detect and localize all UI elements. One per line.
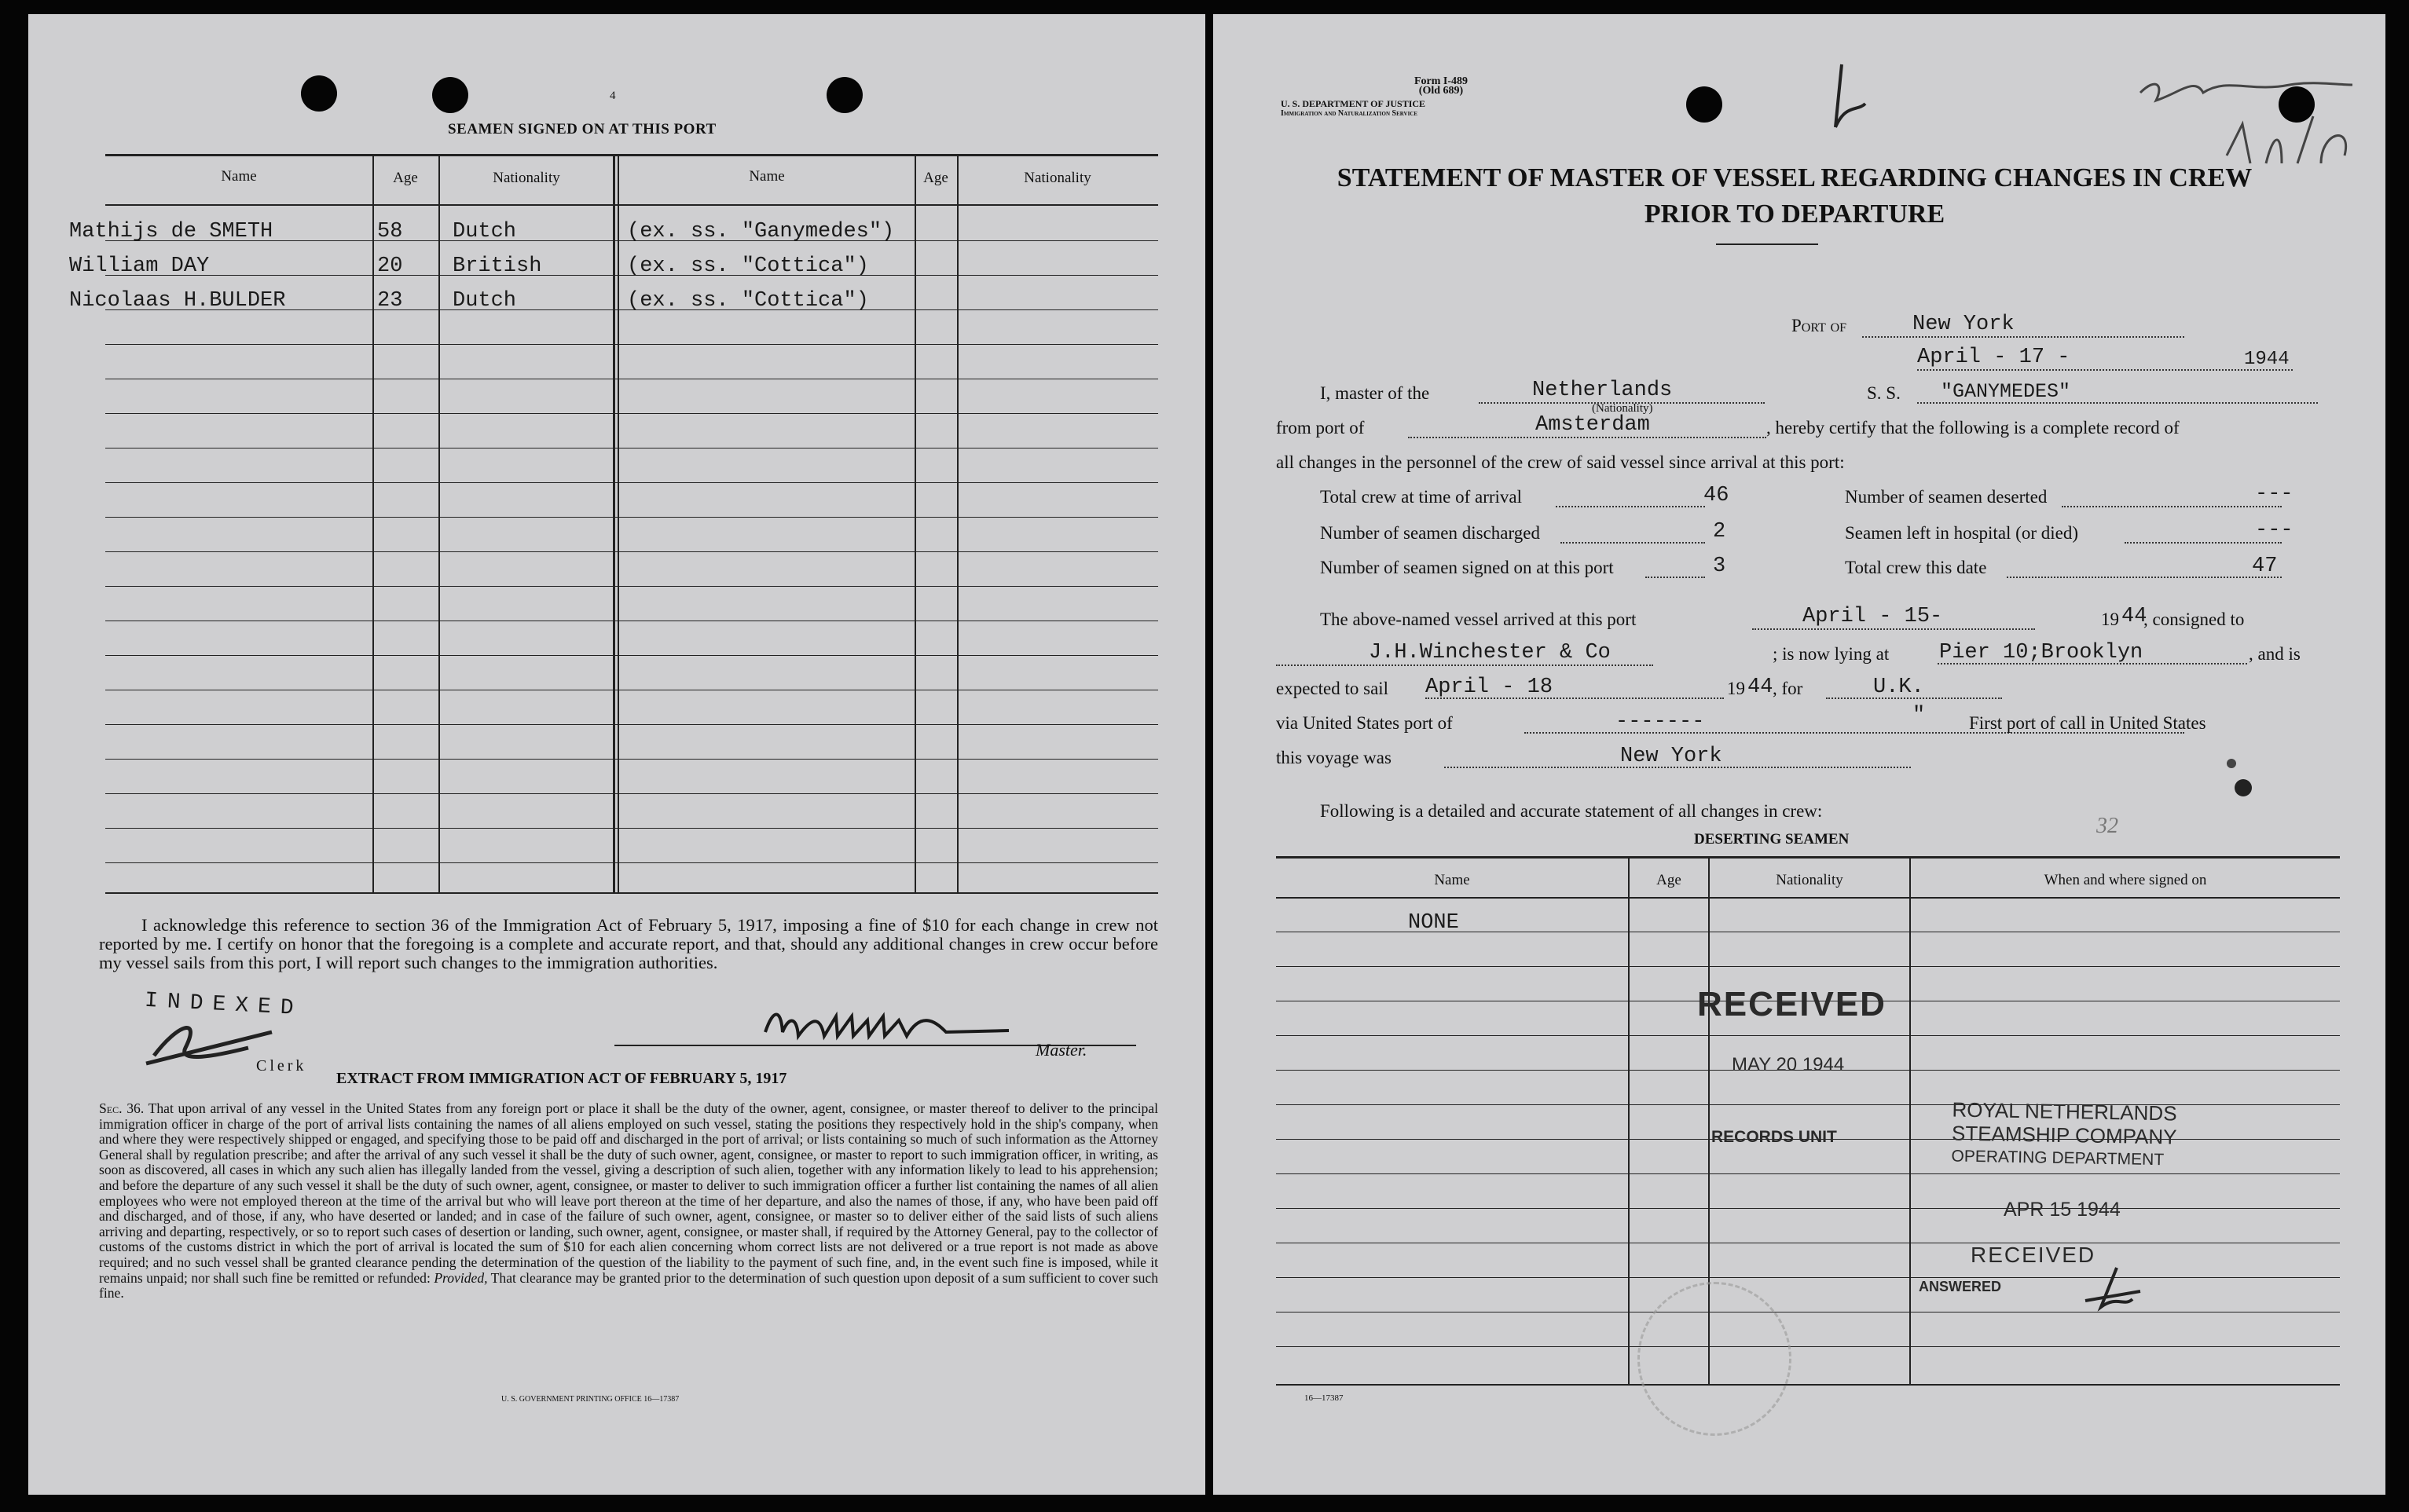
dot-leader bbox=[2007, 577, 2282, 578]
punch-hole bbox=[301, 75, 337, 112]
deserted-label: Number of seamen deserted bbox=[1845, 487, 2048, 507]
following-text: Following is a detailed and accurate statement of all changes in crew: bbox=[1320, 801, 1823, 821]
pencil-number: 32 bbox=[2096, 814, 2118, 838]
table-row-age: 58 bbox=[377, 220, 403, 243]
deserting-title: DESERTING SEAMEN bbox=[1694, 831, 1850, 848]
row-rule bbox=[1276, 1173, 2340, 1174]
dot-leader bbox=[1645, 577, 1705, 578]
master-signature bbox=[750, 1001, 1017, 1053]
law-provided: Provided, bbox=[434, 1269, 488, 1286]
nationality-caption: (Nationality) bbox=[1592, 402, 1653, 415]
col-header-when-where: When and where signed on bbox=[2044, 872, 2207, 888]
via-mark: " bbox=[1912, 704, 1926, 727]
total-arrival-label: Total crew at time of arrival bbox=[1320, 487, 1523, 507]
master-label: Master. bbox=[1036, 1040, 1087, 1060]
via-label: via United States port of bbox=[1276, 713, 1453, 733]
dept-label: U. S. DEPARTMENT OF JUSTICE bbox=[1281, 98, 1426, 109]
col-header-age-2: Age bbox=[923, 170, 948, 186]
changes-text: all changes in the personnel of the crew of said vessel since arrival at this port: bbox=[1276, 452, 1845, 472]
table-row-name: Mathijs de SMETH bbox=[69, 220, 273, 243]
received-stamp: RECEIVED bbox=[1697, 985, 1886, 1023]
rn-stamp-date: APR 15 1944 bbox=[2004, 1199, 2121, 1221]
punch-hole bbox=[827, 77, 863, 113]
handwritten-mark bbox=[1818, 57, 1873, 143]
col-header-nationality-2: Nationality bbox=[1024, 170, 1091, 186]
consignee-field bbox=[1276, 664, 1653, 666]
law-body: That upon arrival of any vessel in the United States from any foreign port or place it shall be the duty of the owner, agent, consignee, or master thereof to deliver to the principal immigration officer in charge of the port of arrival lists containing the names of all aliens employed on such vessel, stating the positions they respectively hold in the ship's company, when and where they were respectively shipped or engaged, and specifying those to be paid off and discharged in the port of arrival; or lists containing so much of such information as the Attorney General shall by regulation prescribe; and after the arrival of any such vessel it shall be the duty of such owner, agent, consignee, or master to report to such immigration officer, in writing, as soon as discovered, all cases in which any such alien has illegally landed from the vessel, giving a description of such alien, together with any information likely to lead to his apprehension; and before the departure of any such vessel it shall be the duty of such owner, agent, consignee, or master to deliver to such immigration officer a further list containing the names of all alien employees who were not employed thereon at the time of the arrival but who will leave port thereon at the time of her departure, and also the names of those, if any, who have been paid off and discharged, and of those, if any, who have deserted or landed; and in case of the failure of such owner, agent, consignee, or master so to deliver either of the said lists of such aliens arriving and departing, respectively, or so to report such cases of desertion or landing, such owner, agent, consignee, or master shall, if required by the Attorney General, pay to the collector of customs of the customs district in which the port of arrival is located the sum of $10 for each alien concerning whom correct lists are not delivered or a true report is not made as above required; and no such vessel shall be granted clearance pending the determination of the question of the liability to the payment of such fine, and, in the event such fine is imposed, while it remains unpaid; nor shall such fine be remitted or refunded: bbox=[99, 1100, 1158, 1286]
col-header-age: Age bbox=[1656, 872, 1681, 888]
year-prefix: 19 bbox=[1727, 679, 1745, 698]
consignee-value: J.H.Winchester & Co bbox=[1369, 641, 1611, 664]
col-header-age: Age bbox=[393, 170, 418, 186]
rn-stamp-line3: OPERATING DEPARTMENT bbox=[1951, 1147, 2165, 1170]
row-rule bbox=[105, 551, 1158, 552]
row-rule bbox=[105, 413, 1158, 414]
col-divider bbox=[1909, 856, 1911, 1386]
total-arrival-value: 46 bbox=[1703, 484, 1729, 507]
col-header-nationality: Nationality bbox=[493, 170, 560, 186]
service-label: Immigration and Naturalization Service bbox=[1281, 109, 1418, 118]
form-number: Form I-489 bbox=[1414, 75, 1468, 87]
master-of-label: I, master of the bbox=[1320, 383, 1430, 403]
faint-round-stamp bbox=[1637, 1282, 1791, 1436]
table-top-rule bbox=[1276, 856, 2340, 859]
col-divider bbox=[613, 154, 615, 894]
row-rule bbox=[105, 655, 1158, 656]
row-rule bbox=[105, 759, 1158, 760]
table-row-remark: (ex. ss. "Ganymedes") bbox=[627, 220, 895, 243]
certify-text: , hereby certify that the following is a complete record of bbox=[1766, 418, 2180, 437]
port-of-field bbox=[1862, 336, 2184, 338]
title-line-1: STATEMENT OF MASTER OF VESSEL REGARDING CHANGES IN CREW bbox=[1336, 163, 2253, 192]
extract-title: EXTRACT FROM IMMIGRATION ACT OF FEBRUARY 5, 1917 bbox=[336, 1070, 787, 1087]
table-row-remark: (ex. ss. "Cottica") bbox=[627, 289, 869, 313]
form-header bbox=[1370, 77, 1512, 96]
table-row-age: 23 bbox=[377, 289, 403, 313]
expected-label: expected to sail bbox=[1276, 679, 1389, 698]
clerk-label: Clerk bbox=[256, 1057, 307, 1075]
hospital-label: Seamen left in hospital (or died) bbox=[1845, 523, 2079, 543]
consigned-label: , consigned to bbox=[2143, 610, 2245, 629]
title-underline bbox=[1716, 243, 1818, 245]
ink-speck bbox=[2235, 779, 2252, 796]
table-row-age: 20 bbox=[377, 254, 403, 278]
signed-on-value: 3 bbox=[1713, 555, 1726, 578]
section-title: SEAMEN SIGNED ON AT THIS PORT bbox=[448, 121, 717, 137]
row-rule bbox=[105, 344, 1158, 345]
col-divider bbox=[1628, 856, 1630, 1386]
table-row-nationality: Dutch bbox=[453, 289, 517, 313]
first-port-label: First port of call in United States bbox=[1969, 713, 2206, 733]
row-rule bbox=[105, 862, 1158, 863]
form-old-number: (Old 689) bbox=[1418, 85, 1464, 97]
col-divider bbox=[618, 154, 619, 894]
voyage-label: this voyage was bbox=[1276, 748, 1392, 767]
table-header-rule bbox=[105, 204, 1158, 206]
year-prefix: 19 bbox=[2101, 610, 2119, 629]
for-value: U.K. bbox=[1873, 675, 1924, 699]
col-divider bbox=[372, 154, 374, 894]
row-rule bbox=[105, 793, 1158, 794]
row-rule bbox=[1276, 1104, 2340, 1105]
col-header-name: Name bbox=[1434, 872, 1470, 888]
arrived-year: 44 bbox=[2121, 605, 2147, 628]
punch-hole bbox=[432, 77, 468, 113]
arrived-value: April - 15- bbox=[1802, 605, 1943, 628]
via-value: ------- bbox=[1615, 710, 1705, 734]
nationality-value: Netherlands bbox=[1532, 379, 1673, 402]
table-row-name: Nicolaas H.BULDER bbox=[69, 289, 286, 313]
from-port-label: from port of bbox=[1276, 418, 1365, 437]
table-row-nationality: British bbox=[453, 254, 542, 278]
row-rule bbox=[1276, 966, 2340, 967]
table-row-remark: (ex. ss. "Cottica") bbox=[627, 254, 869, 278]
from-port-field bbox=[1408, 437, 1766, 438]
port-of-label: Port of bbox=[1791, 316, 1847, 335]
right-page bbox=[1213, 14, 2385, 1495]
law-text bbox=[99, 1101, 1158, 1301]
ss-label: S. S. bbox=[1867, 383, 1901, 403]
received-stamp-date: MAY 20 1944 bbox=[1732, 1054, 1845, 1075]
year-value: 1944 bbox=[2244, 349, 2290, 370]
ink-speck bbox=[2227, 759, 2236, 768]
left-page bbox=[28, 14, 1205, 1495]
row-rule bbox=[105, 517, 1158, 518]
pencil-annotation bbox=[2109, 46, 2360, 179]
discharged-value: 2 bbox=[1713, 520, 1726, 544]
sec-label: Sec. 36. bbox=[99, 1100, 145, 1116]
arrived-label: The above-named vessel arrived at this port bbox=[1320, 610, 1637, 629]
records-unit-stamp: RECORDS UNIT bbox=[1711, 1128, 1837, 1146]
and-is-label: , and is bbox=[2249, 644, 2301, 664]
date-field bbox=[1917, 369, 2293, 371]
table-top-rule bbox=[105, 154, 1158, 156]
col-header-nationality: Nationality bbox=[1776, 872, 1843, 888]
total-date-value: 47 bbox=[2252, 555, 2278, 578]
table-bottom-rule bbox=[1276, 1384, 2340, 1386]
total-date-label: Total crew this date bbox=[1845, 558, 1987, 577]
col-divider bbox=[957, 154, 959, 894]
rn-received-stamp: RECEIVED bbox=[1971, 1243, 2096, 1267]
dot-leader bbox=[1556, 506, 1705, 507]
bottom-form-code: 16—17387 bbox=[1304, 1393, 1344, 1403]
title-line-2: PRIOR TO DEPARTURE bbox=[1644, 200, 1945, 229]
dot-leader bbox=[2062, 506, 2282, 507]
lying-label: ; is now lying at bbox=[1773, 644, 1890, 664]
expected-value: April - 18 bbox=[1425, 675, 1553, 699]
law-tail: That clearance may be granted prior to the determination of such question upon deposit of a sum sufficient to cover such fine. bbox=[99, 1269, 1158, 1301]
acknowledgment-text: I acknowledge this reference to section 36 of the Immigration Act of February 5, 1917, imposing a fine of $10 for each change in crew not reported by me. I certify on honor that the foregoing is a complete and accurate report, and that, should any additional changes in crew occur before my vessel sails from this port, I will report such changes to the immigration authorities. bbox=[99, 915, 1158, 972]
signed-on-label: Number of seamen signed on at this port bbox=[1320, 558, 1614, 577]
rn-steamship-stamp bbox=[1951, 1098, 2177, 1173]
for-label: , for bbox=[1773, 679, 1803, 698]
table-bottom-rule bbox=[105, 892, 1158, 894]
lying-value: Pier 10;Brooklyn bbox=[1939, 641, 2143, 664]
rn-stamp-line2: STEAMSHIP COMPANY bbox=[1951, 1121, 2177, 1149]
form-title bbox=[1252, 160, 2337, 232]
row-rule bbox=[105, 586, 1158, 587]
port-of-value: New York bbox=[1912, 313, 2015, 336]
row-rule bbox=[105, 482, 1158, 483]
discharged-label: Number of seamen discharged bbox=[1320, 523, 1540, 543]
date-value: April - 17 - bbox=[1917, 346, 2070, 369]
col-header-name: Name bbox=[221, 168, 257, 185]
punch-hole bbox=[1686, 86, 1722, 123]
row-rule bbox=[105, 724, 1158, 725]
answered-stamp: ANSWERED bbox=[1919, 1279, 2002, 1294]
row-rule bbox=[1276, 1208, 2340, 1209]
table-row-name: William DAY bbox=[69, 254, 210, 278]
from-port-value: Amsterdam bbox=[1535, 413, 1650, 437]
col-divider bbox=[438, 154, 440, 894]
col-divider bbox=[915, 154, 916, 894]
printing-office: U. S. GOVERNMENT PRINTING OFFICE 16—17387 bbox=[501, 1395, 680, 1404]
hospital-value: --- bbox=[2255, 518, 2294, 542]
row-rule bbox=[1276, 1346, 2340, 1347]
ss-value: "GANYMEDES" bbox=[1941, 380, 2071, 403]
expected-year: 44 bbox=[1747, 675, 1773, 699]
page-number: 4 bbox=[610, 90, 616, 102]
dot-leader bbox=[2125, 542, 2282, 544]
table-header-rule bbox=[1276, 897, 2340, 899]
table-row-nationality: Dutch bbox=[453, 220, 517, 243]
indexed-stamp: INDEXED bbox=[144, 988, 304, 1022]
row-rule bbox=[1276, 1277, 2340, 1278]
none-entry: NONE bbox=[1408, 911, 1459, 935]
dot-leader bbox=[1560, 542, 1705, 544]
row-rule bbox=[1276, 1035, 2340, 1036]
rn-stamp-line1: ROYAL NETHERLANDS bbox=[1952, 1097, 2177, 1126]
voyage-value: New York bbox=[1620, 745, 1722, 768]
col-header-name-2: Name bbox=[749, 168, 785, 185]
arrived-field bbox=[1752, 628, 2035, 630]
deserted-value: --- bbox=[2255, 482, 2294, 506]
row-rule bbox=[105, 828, 1158, 829]
answered-initials bbox=[2070, 1260, 2156, 1316]
